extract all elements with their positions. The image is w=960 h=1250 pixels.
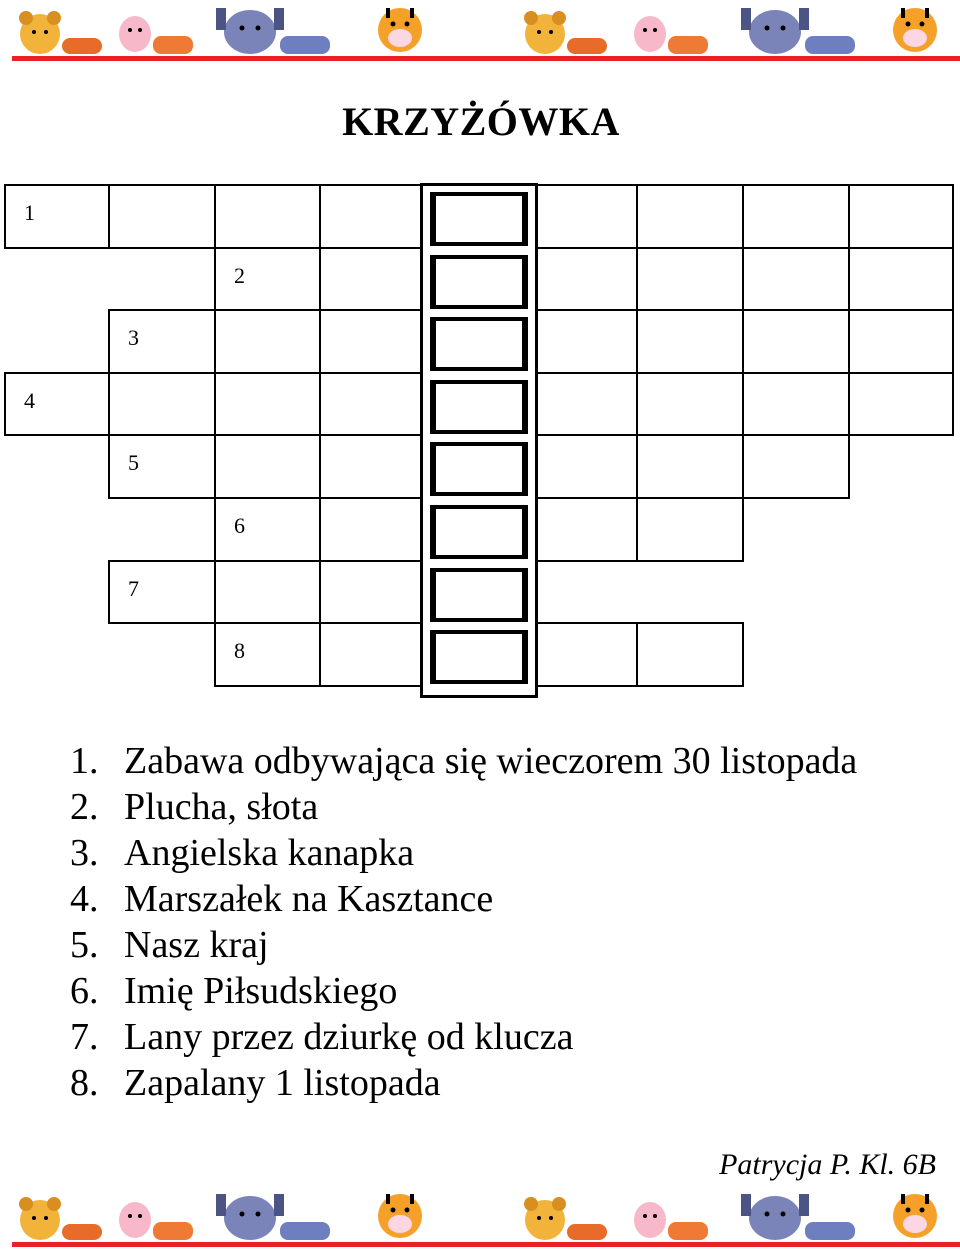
crossword-cell[interactable] xyxy=(742,434,850,499)
crossword-cell[interactable] xyxy=(319,184,426,249)
crossword-cell[interactable] xyxy=(108,560,216,625)
crossword-cell[interactable] xyxy=(319,247,426,312)
crossword-cell[interactable] xyxy=(636,434,744,499)
clue-number-label: 1 xyxy=(24,200,35,225)
clue-item: 5. Nasz kraj xyxy=(70,924,269,966)
password-cell[interactable] xyxy=(430,568,528,622)
clue-number-label: 5 xyxy=(128,450,139,476)
clue-number-label: 3 xyxy=(128,325,139,351)
pig-icon xyxy=(119,1202,193,1240)
crossword-cell[interactable] xyxy=(4,184,110,249)
crossword-cell[interactable] xyxy=(636,622,744,687)
clue-number-label: 6 xyxy=(234,513,245,538)
crossword-cell[interactable] xyxy=(636,309,744,374)
pig-icon xyxy=(634,1202,708,1240)
clue-item: 6. Imię Piłsudskiego xyxy=(70,970,398,1012)
crossword-cell[interactable] xyxy=(108,184,216,249)
crossword-cell[interactable] xyxy=(108,309,216,374)
donkey-icon xyxy=(741,1194,855,1240)
crossword-cell[interactable] xyxy=(742,372,850,437)
crossword-cell[interactable] xyxy=(636,497,744,562)
clue-item: 8. Zapalany 1 listopada xyxy=(70,1062,441,1104)
tiger-icon xyxy=(893,1194,937,1238)
crossword-cell[interactable] xyxy=(319,309,426,374)
password-cell[interactable] xyxy=(430,192,528,246)
crossword-cell[interactable] xyxy=(636,372,744,437)
crossword-cell[interactable] xyxy=(742,247,850,312)
crossword-cell[interactable] xyxy=(530,184,638,249)
crossword-cell[interactable] xyxy=(530,247,638,312)
crossword-cell[interactable] xyxy=(214,497,321,562)
tiger-icon xyxy=(378,1194,422,1238)
clue-number-label: 2 xyxy=(234,262,245,288)
crossword-cell[interactable] xyxy=(742,184,850,249)
bear-icon xyxy=(19,1197,102,1240)
clue-item: 7. Lany przez dziurkę od klucza xyxy=(70,1016,574,1058)
clue-number-label: 7 xyxy=(128,575,139,601)
clue-item: 4. Marszałek na Kasztance xyxy=(70,878,494,920)
clue-number-label: 4 xyxy=(24,387,35,413)
crossword-cell[interactable] xyxy=(214,560,321,625)
crossword-cell[interactable] xyxy=(530,622,638,687)
crossword-cell[interactable] xyxy=(214,247,321,312)
crossword-cell[interactable] xyxy=(848,184,954,249)
clue-number-label: 8 xyxy=(234,638,245,664)
password-cell[interactable] xyxy=(430,380,528,434)
crossword-cell[interactable] xyxy=(319,372,426,437)
crossword-cell[interactable] xyxy=(530,434,638,499)
crossword-cell[interactable] xyxy=(742,309,850,374)
crossword-cell[interactable] xyxy=(848,309,954,374)
crossword-cell[interactable] xyxy=(530,497,638,562)
password-cell[interactable] xyxy=(430,505,528,559)
crossword-cell[interactable] xyxy=(214,622,321,687)
crossword-cell[interactable] xyxy=(108,372,216,437)
crossword-cell[interactable] xyxy=(319,560,426,625)
donkey-icon xyxy=(216,1194,330,1240)
password-cell[interactable] xyxy=(430,255,528,309)
crossword-cell[interactable] xyxy=(319,434,426,499)
crossword-cell[interactable] xyxy=(848,247,954,312)
crossword-cell[interactable] xyxy=(636,184,744,249)
crossword-cell[interactable] xyxy=(214,372,321,437)
author-signature: Patrycja P. Kl. 6B xyxy=(719,1148,936,1181)
password-cell[interactable] xyxy=(430,630,528,684)
clue-list xyxy=(70,738,857,1106)
cartoon-characters-border-image xyxy=(0,1186,960,1250)
crossword-cell[interactable] xyxy=(108,434,216,499)
crossword-cell[interactable] xyxy=(636,247,744,312)
page-title: KRZYŻÓWKA xyxy=(342,99,620,144)
decorative-border-bottom xyxy=(0,1186,960,1250)
crossword-cell[interactable] xyxy=(214,309,321,374)
crossword-cell[interactable] xyxy=(214,434,321,499)
crossword-cell[interactable] xyxy=(4,372,110,437)
crossword-cell[interactable] xyxy=(214,184,321,249)
password-cell[interactable] xyxy=(430,317,528,371)
clue-item: 2. Plucha, słota xyxy=(70,786,319,828)
clue-item: 3. Angielska kanapka xyxy=(70,832,415,874)
password-cell[interactable] xyxy=(430,442,528,496)
crossword-cell[interactable] xyxy=(530,372,638,437)
crossword-cell[interactable] xyxy=(848,372,954,437)
crossword-cell[interactable] xyxy=(530,309,638,374)
crossword-cell[interactable] xyxy=(319,622,426,687)
bear-icon xyxy=(524,1197,607,1240)
crossword-cell[interactable] xyxy=(319,497,426,562)
clue-item: 1. Zabawa odbywająca się wieczorem 30 listopada xyxy=(70,740,858,782)
